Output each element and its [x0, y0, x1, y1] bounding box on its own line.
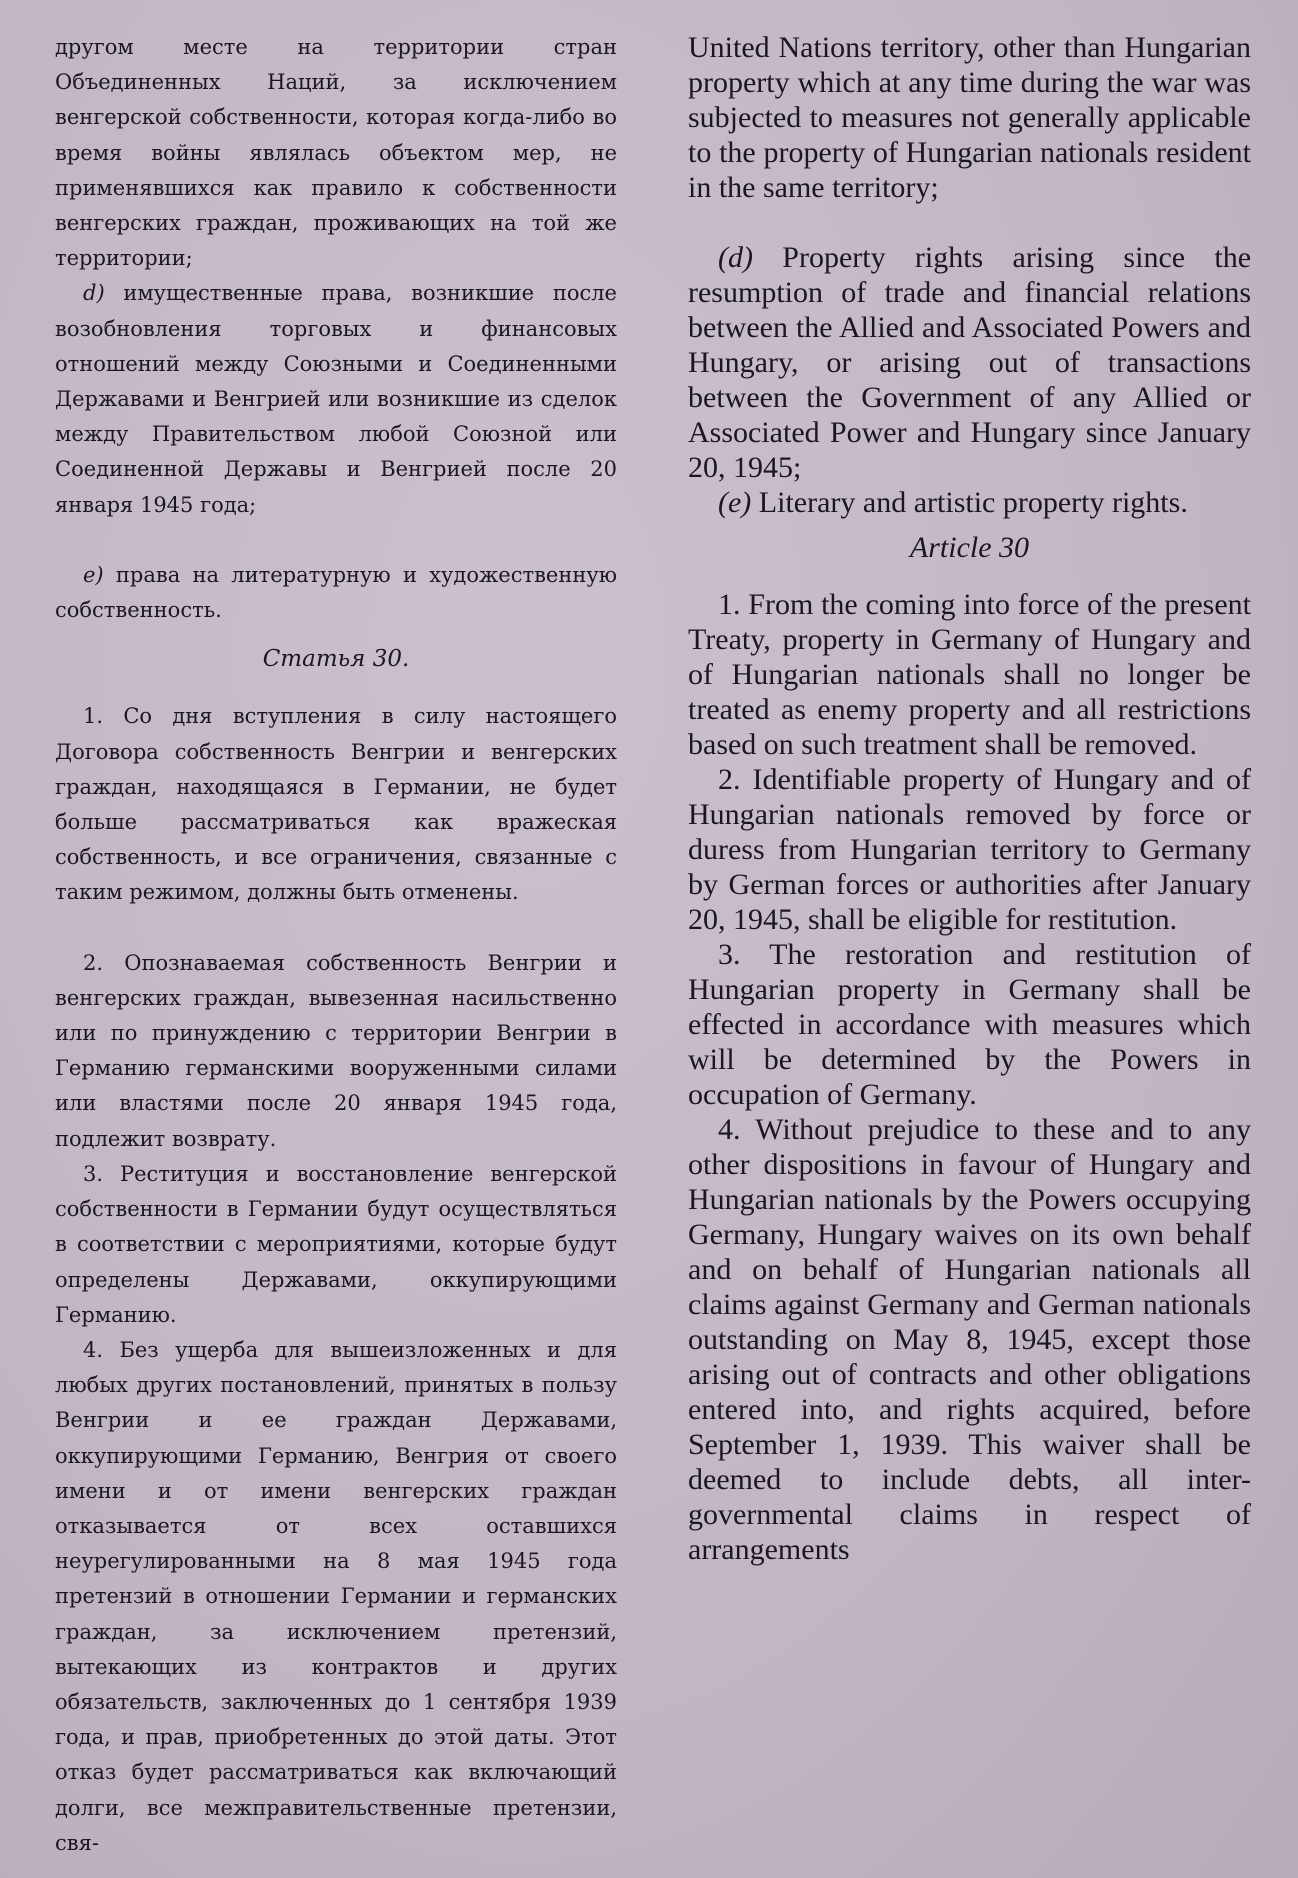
ru-paragraph-d	[55, 276, 617, 522]
en-article-para-4: 4. Without prejudice to these and to any other dispositions in favour of Hungary and Hungarian nationals by the Powers occupying Germany, Hungary waives on its own behalf and on behalf of Hungarian nationals all claims against Germany and German nationals outstanding on May 8, 1945, except those arising out of contracts and other obligations entered into, and rights acquired, before September 1, 1939. This waiver shall be deemed to include debts, all inter-governmental claims in respect of arrangements	[688, 1113, 1251, 1566]
english-column	[688, 30, 1251, 1567]
en-paragraph-d	[688, 240, 1251, 485]
ru-text-e: права на литературную и художественную собственность.	[55, 562, 617, 623]
ru-article-heading: Статья 30.	[262, 646, 410, 673]
ru-article-para-1: 1. Со дня вступления в силу настоящего Договора собственность Венгрии и венгерских граждан, находящаяся в Германии, не будет больше рассматриваться как вражеская собственность, и все ограничения, связанные с таким режимом, должны быть отменены.	[55, 704, 617, 905]
ru-label-d: d)	[83, 281, 105, 306]
en-paragraph-e	[688, 485, 1251, 520]
en-article-para-3: 3. The restoration and restitution of Hungarian property in Germany shall be effected in accordance with measures which will be determined by the Powers in occupation of Germany.	[688, 938, 1251, 1111]
ru-text-d: имущественные права, возникшие после возобновления торговых и финансовых отношений между Союзными и Соединенными Державами и Венгрией или возникшие из сделок между Правительством любой Союзной или Соединенной Державы и Венгрией после 20 января 1945 года;	[55, 281, 617, 517]
en-article-para-2: 2. Identifiable property of Hungary and of Hungarian nationals removed by force or duress from Hungarian territory to Germany by German forces or authorities after January 20, 1945, shall be eligible for restitution.	[688, 763, 1251, 936]
en-text-d: Property rights arising since the resumption of trade and financial relations between the Allied and Associated Powers and Hungary, or arising out of transactions between the Government of any Allied or Associated Power and Hungary since January 20, 1945;	[688, 241, 1252, 484]
ru-paragraph-e	[55, 558, 617, 628]
en-article-para-1: 1. From the coming into force of the present Treaty, property in Germany of Hungary and of Hungarian nationals shall no longer be treated as enemy property and all restrictions based on such treatment shall be removed.	[688, 588, 1251, 761]
ru-article-para-4: 4. Без ущерба для вышеизложенных и для любых других постановлений, принятых в пользу Венгрии и ее граждан Державами, оккупирующими Германию, Венгрия от своего имени и от имени венгерских граждан отказывается от всех оставшихся неурегулированными на 8 мая 1945 года претензий в отношении Германии и германских граждан, за исключением претензий, вытекающих из контрактов и других обязательств, заключенных до 1 сентября 1939 года, и прав, приобретенных до этой даты. Этот отказ будет рассматриваться как включающий долги, все межправительственные претензии, свя-	[55, 1337, 617, 1855]
en-label-d: (d)	[718, 241, 753, 274]
ru-paragraph-c-continued: другом месте на территории стран Объединенных Наций, за исключением венгерской собственности, которая когда-либо во время войны являлась объектом мер, не применявшихся как правило к собственности венгерских граждан, проживающих на той же территории;	[55, 35, 617, 271]
russian-column	[55, 30, 617, 1861]
en-article-heading: Article 30	[909, 531, 1030, 564]
ru-article-para-3: 3. Реституция и восстановление венгерской собственности в Германии будут осуществляться в соответствии с мероприятиями, которые будут определены Державами, оккупирующими Германию.	[55, 1161, 617, 1327]
en-paragraph-c-continued: United Nations territory, other than Hungarian property which at any time during the war was subjected to measures not generally applicable to the property of Hungarian nationals resident in the same territory;	[688, 31, 1251, 204]
en-label-e: (e)	[718, 486, 752, 519]
en-text-e: Literary and artistic property rights.	[758, 486, 1188, 519]
ru-label-e: e)	[83, 562, 104, 587]
ru-article-para-2: 2. Опознаваемая собственность Венгрии и венгерских граждан, вывезенная насильственно или по принуждению с территории Венгрии в Германию германскими вооруженными силами или властями после 20 января 1945 года, подлежит возврату.	[55, 950, 617, 1151]
